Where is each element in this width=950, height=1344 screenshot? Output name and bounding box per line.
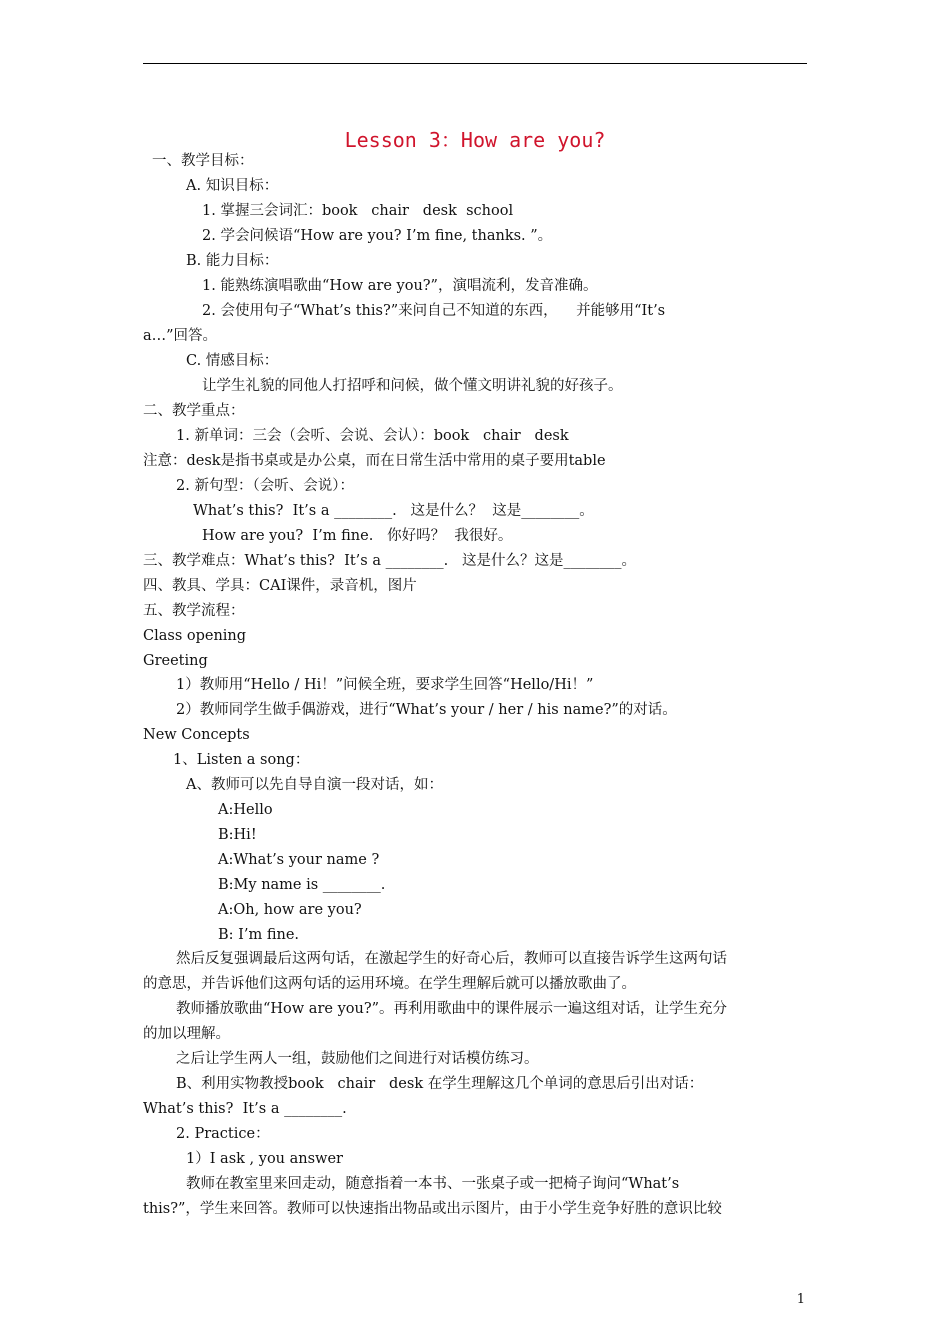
text-line: What’s this? It’s a ________. 这是什么？ 这是________。 <box>193 503 594 519</box>
text-line: B: I’m fine. <box>218 927 300 943</box>
text-line: 教师在教室里来回走动，随意指着一本书、一张桌子或一把椅子询问“What’s <box>186 1176 680 1192</box>
text-line: 2. 新句型：（会听、会说）： <box>176 478 354 494</box>
text-line: A. 知识目标： <box>186 178 279 194</box>
text-line: 2. 会使用句子“What’s this?”来问自己不知道的东西， 并能够用“It’s <box>202 303 666 319</box>
text-line: 2）教师同学生做手偶游戏，进行“What’s your / her / his name?”的对话。 <box>176 702 677 718</box>
text-line: What’s this? It’s a ________. <box>143 1101 347 1117</box>
text-line: B:My name is ________. <box>218 877 386 893</box>
text-line: How are you? I’m fine. 你好吗？ 我很好。 <box>202 528 513 544</box>
header-rule <box>143 63 807 64</box>
text-line: 教师播放歌曲“How are you?”。再利用歌曲中的课件展示一遍这组对话，让学生充分 <box>176 1001 728 1017</box>
text-line: 的加以理解。 <box>143 1026 230 1042</box>
text-line: 1. 新单词：三会（会听、会说、会认）：book chair desk <box>176 428 569 444</box>
text-line: 然后反复强调最后这两句话，在激起学生的好奇心后，教师可以直接告诉学生这两句话 <box>176 951 727 967</box>
text-line: 之后让学生两人一组，鼓励他们之间进行对话模仿练习。 <box>176 1051 539 1067</box>
text-line: A:What’s your name ? <box>218 852 380 868</box>
text-line: 1. 能熟练演唱歌曲“How are you?”，演唱流利，发音准确。 <box>202 278 598 294</box>
text-line: 注意：desk是指书桌或是办公桌，而在日常生活中常用的桌子要用table <box>143 453 606 469</box>
text-line: 一、教学目标： <box>152 153 254 169</box>
page-number: 1 <box>796 1292 805 1307</box>
text-line: A:Hello <box>218 802 273 818</box>
text-line: this?”，学生来回答。教师可以快速指出物品或出示图片，由于小学生竞争好胜的意识比较 <box>143 1201 722 1217</box>
text-line: 1、Listen a song： <box>173 752 310 768</box>
text-line: 的意思，并告诉他们这两句话的运用环境。在学生理解后就可以播放歌曲了。 <box>143 976 636 992</box>
text-line: 1）I ask , you answer <box>186 1151 343 1167</box>
text-line: A:Oh, how are you? <box>218 902 362 918</box>
text-line: 二、教学重点： <box>143 403 245 419</box>
text-line: B. 能力目标： <box>186 253 279 269</box>
text-line: a…”回答。 <box>143 328 218 344</box>
lesson-title: Lesson 3：How are you? <box>344 128 606 152</box>
text-line: 五、教学流程： <box>143 603 245 619</box>
text-line: 让学生礼貌的同他人打招呼和问候，做个懂文明讲礼貌的好孩子。 <box>202 378 623 394</box>
text-line: Class opening <box>143 628 247 644</box>
text-line: Greeting <box>143 653 208 669</box>
text-line: 2. 学会问候语“How are you? I’m fine, thanks. ”。 <box>202 228 553 244</box>
text-line: B:Hi! <box>218 827 257 843</box>
text-line: 1）教师用“Hello / Hi！”问候全班，要求学生回答“Hello/Hi！” <box>176 677 594 693</box>
text-line: 1. 掌握三会词汇：book chair desk school <box>202 203 514 219</box>
text-line: 三、教学难点：What’s this? It’s a ________. 这是什么？这是________。 <box>143 553 637 569</box>
text-line: 四、教具、学具：CAI课件，录音机，图片 <box>143 578 417 594</box>
text-line: B、利用实物教授book chair desk 在学生理解这几个单词的意思后引出对话： <box>176 1076 704 1092</box>
text-line: 2. Practice： <box>176 1126 270 1142</box>
text-line: A、教师可以先自导自演一段对话，如： <box>186 777 443 793</box>
text-line: New Concepts <box>143 727 250 743</box>
text-line: C. 情感目标： <box>186 353 279 369</box>
